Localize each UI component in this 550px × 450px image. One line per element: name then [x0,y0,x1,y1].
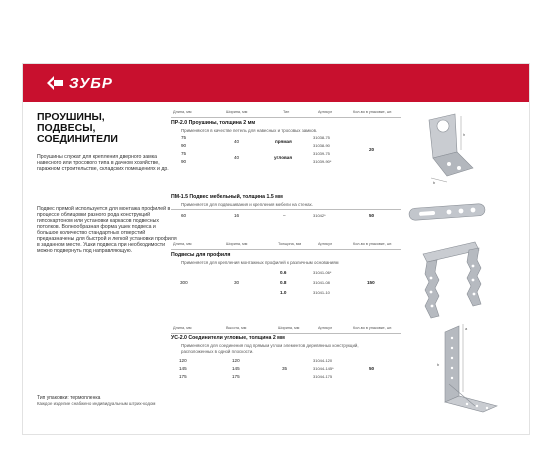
section-desc-pm15: Применяется для подвешивания и крепления мебели на стенах. [181,202,313,207]
packaging-note [37,396,197,406]
table-cell: 145 [232,366,240,371]
col-header-article: Артикул [318,110,333,114]
table-cell: 50 [369,366,375,371]
table-cell: 40 [234,139,240,144]
brand-name: ЗУБР [69,74,113,92]
col-header-qty: Кол-во в упаковке, шт. [353,326,393,330]
table-cell: 1.0 [280,290,287,295]
section-title-pr20: ПР-2.0 Проушины, толщина 2 мм [171,120,256,126]
table-cell: 90 [181,159,187,164]
packaging-type: Тип упаковки: термопленка [37,395,101,401]
col-header-type: Тип [283,110,290,114]
table-cell: 60 [181,213,187,218]
table-cell: 40 [234,155,240,160]
table-cell: 35 [282,366,288,371]
table-cell: 30 [234,280,240,285]
table-cell: 31038-75 [313,135,330,140]
barcode-note: Каждое изделие снабжено индивидуальным штрих-кодом [37,401,156,406]
col-header-article: Артикул [318,326,333,330]
dimension-label: b [433,180,436,184]
title-line-3: СОЕДИНИТЕЛИ [37,133,118,145]
table-cell: 145 [179,366,187,371]
table-cell: прямая [275,139,292,144]
section-desc-us20-2: расположенных в одной плоскости. [181,349,254,354]
brand-header [23,64,529,102]
table-cell: 31044-145* [313,366,334,371]
col-header-length: Длина, мм [173,110,192,114]
table-cell: 31038-90 [313,143,330,148]
table-cell: 150 [367,280,375,285]
col-header-qty: Кол-во в упаковке, шт. [353,110,393,114]
table-cell: 31041-06* [313,270,332,275]
table-cell: 300 [180,280,188,285]
furniture-hanger-image [407,200,487,224]
profile-hanger-image [409,234,493,324]
table-cell: 120 [232,358,240,363]
angle-connector-image [419,322,503,414]
table-cell: 0.6 [280,270,287,275]
section-title-us20: УС-2.0 Соединители угловые, толщина 2 мм [171,335,285,341]
col-header-height: Высота, мм [226,326,247,330]
table-cell: 31041-10 [313,290,330,295]
col-header-length: Длина, мм [173,242,192,246]
table-cell: 31041-08 [313,280,330,285]
table-cell: 31039-90* [313,159,332,164]
table-cell: 31044-175 [313,374,333,379]
table-cell: 20 [369,147,375,152]
table-cell: 175 [232,374,240,379]
table-cell: 90 [181,143,187,148]
dimension-label: b [437,362,440,367]
col-header-width: Ширина, мм [278,326,300,330]
divider [171,209,401,210]
table-cell: 31044-120 [313,358,333,363]
divider [171,333,401,334]
col-header-article: Артикул [318,242,333,246]
col-header-width: Ширина, мм [226,242,248,246]
bison-logo-icon [45,74,65,92]
catalog-page [22,63,530,435]
title-line-2: ПОДВЕСЫ, [37,122,96,134]
section-desc-us20-1: Применяются для соединения под прямым углом элементов деревянных конструкций, [181,343,359,348]
dimension-label: h [463,132,466,137]
dimension-label: a [465,326,468,331]
divider [171,117,401,118]
section-title-profile-hangers: Подвесы для профиля [171,252,231,258]
table-cell: 0.8 [280,280,287,285]
page-title [37,112,187,145]
col-header-thickness: Толщина, мм [278,242,302,246]
table-cell: 175 [179,374,187,379]
section-desc-pr20: Применяются в качестве петель для навесных и тросовых замков. [181,128,318,133]
intro-paragraph-2: Подвес прямой используется для монтажа профилей в процессе облицовки разного рода конструкций гипсокартоном или установки каркасов подвесных потолков. Волнообразная форма ушек подвеса и большое количество стандартных отверстий предназначены для быстрой и легкой установки профиля в заданном месте. Ушки подвеса при необходимости можно подвернуть под направляющую. [37,206,177,254]
table-cell: 16 [234,213,240,218]
section-title-pm15: ПМ-1.5 Подвес мебельный, толщина 1.5 мм [171,194,283,200]
divider [171,249,401,250]
col-header-width: Ширина, мм [226,110,248,114]
table-cell: 120 [179,358,187,363]
section-desc-profile-hangers: Применяется для крепления монтажных профилей к различным основаниям [181,260,339,265]
table-cell: – [283,213,286,218]
table-cell: 50 [369,213,375,218]
table-cell: 75 [181,151,187,156]
table-cell: 75 [181,135,187,140]
table-cell: угловая [274,155,293,160]
table-cell: 31039-75 [313,151,330,156]
col-header-length: Длина, мм [173,326,192,330]
col-header-qty: Кол-во в упаковке, шт. [353,242,393,246]
intro-paragraph-1: Проушины служат для крепления дверного замка навесного или тросового типа в дачном хозяйстве, гаражном строительстве, складских помещениях и др. [37,154,169,172]
title-line-1: ПРОУШИНЫ, [37,111,105,123]
table-cell: 31042* [313,213,326,218]
eye-bracket-image [415,112,497,184]
brand-logo [45,74,113,92]
